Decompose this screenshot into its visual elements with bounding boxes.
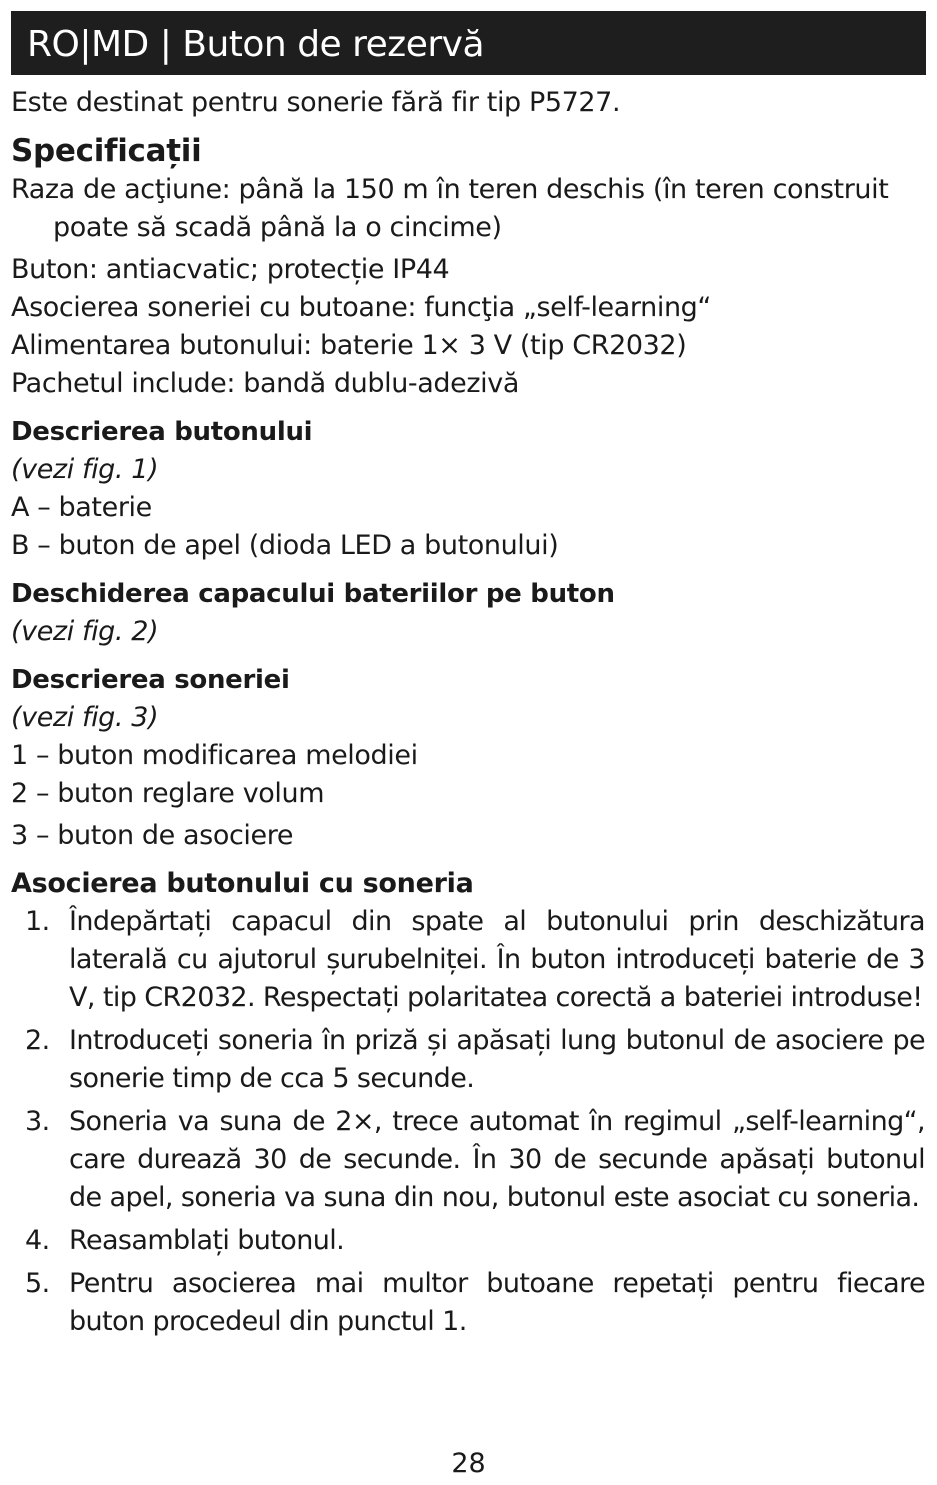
bell-desc-item-1: 1 – buton modificarea melodiei (11, 740, 418, 771)
pairing-steps-list (11, 903, 925, 1341)
pairing-step-5 (11, 1265, 925, 1341)
step-number: 5. (25, 1268, 50, 1299)
spec-item-power: Alimentarea butonului: baterie 1× 3 V (tip CR2032) (11, 330, 687, 361)
step-text: Soneria va suna de 2×, trece automat în regimul „self-learning“, care durează 30 de secunde. În 30 de secunde apăsați butonul de apel, soneria va suna din nou, butonul este asociat cu soneria. (69, 1106, 925, 1213)
battery-cover-figure-ref: (vezi fig. 2) (11, 616, 159, 647)
page-content (11, 84, 925, 1346)
pairing-step-3 (11, 1103, 925, 1217)
spec-item-button: Buton: antiacvatic; protecție IP44 (11, 254, 450, 285)
step-number: 1. (25, 906, 50, 937)
pairing-step-2 (11, 1022, 925, 1098)
step-number: 3. (25, 1106, 50, 1137)
spec-item-package: Pachetul include: bandă dublu-adezivă (11, 368, 519, 399)
bell-desc-item-2: 2 – buton reglare volum (11, 778, 325, 809)
intro-text: Este destinat pentru sonerie fără fir tip P5727. (11, 87, 621, 118)
spec-item-pairing: Asocierea soneriei cu butoane: funcţia „self-learning“ (11, 292, 711, 323)
pairing-heading: Asocierea butonului cu soneria (11, 868, 474, 899)
button-desc-item-b: B – buton de apel (dioda LED a butonului) (11, 530, 559, 561)
bell-desc-item-3: 3 – buton de asociere (11, 820, 294, 851)
pairing-step-4 (11, 1222, 925, 1260)
step-number: 2. (25, 1025, 50, 1056)
bell-desc-figure-ref: (vezi fig. 3) (11, 702, 159, 733)
step-number: 4. (25, 1225, 50, 1256)
step-text: Introduceți soneria în priză și apăsați lung butonul de asociere pe sonerie timp de cca 5 secunde. (69, 1025, 925, 1094)
step-text: Îndepărtați capacul din spate al butonului prin deschizătura laterală cu ajutorul șurubelniței. În buton introduceți baterie de 3 V, tip CR2032. Respectați polaritatea corectă a bateriei introduse! (69, 906, 925, 1013)
pairing-step-1 (11, 903, 925, 1017)
page-title: RO|MD | Buton de rezervă (27, 24, 485, 65)
button-desc-figure-ref: (vezi fig. 1) (11, 454, 159, 485)
spec-item-range: Raza de acţiune: până la 150 m în teren deschis (în teren construit poate să scadă până la o cincime) (11, 174, 889, 243)
step-text: Reasamblați butonul. (69, 1225, 345, 1256)
page-number: 28 (451, 1448, 486, 1479)
button-desc-item-a: A – baterie (11, 492, 152, 523)
specs-heading: Specificații (11, 133, 202, 169)
page-header (11, 11, 926, 75)
step-text: Pentru asocierea mai multor butoane repetați pentru fiecare buton procedeul din punctul 1. (69, 1268, 925, 1337)
battery-cover-heading: Deschiderea capacului bateriilor pe buton (11, 579, 615, 609)
bell-desc-heading: Descrierea soneriei (11, 665, 290, 695)
button-desc-heading: Descrierea butonului (11, 417, 313, 447)
